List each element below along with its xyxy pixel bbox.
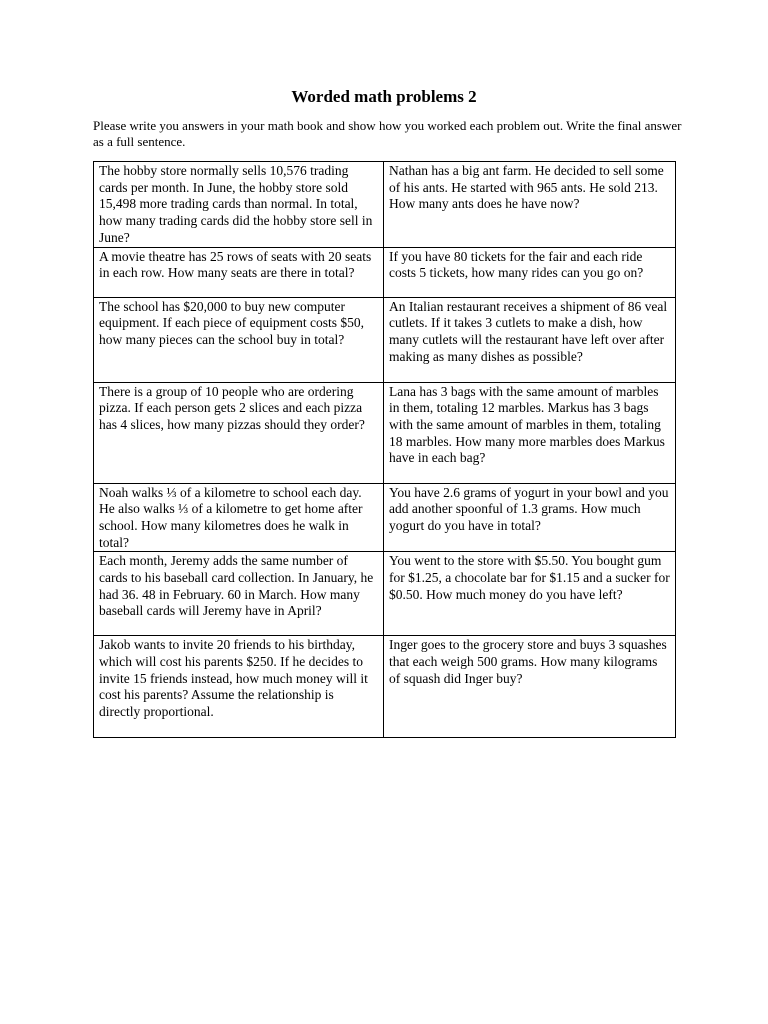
problem-cell: You went to the store with $5.50. You bought gum for $1.25, a chocolate bar for $1.15 and a sucker for $0.50. How much money do you have left? (384, 552, 676, 636)
table-row (94, 162, 676, 248)
page-title: Worded math problems 2 (291, 87, 477, 106)
problem-cell: Each month, Jeremy adds the same number of cards to his baseball card collection. In January, he had 36. 48 in February. 60 in March. How many baseball cards will Jeremy have in April? (94, 552, 384, 636)
problem-cell: An Italian restaurant receives a shipment of 86 veal cutlets. If it takes 3 cutlets to make a dish, how many cutlets will the restaurant have left over after making as many dishes as possible? (384, 297, 676, 382)
table-row (94, 483, 676, 552)
table-row (94, 382, 676, 483)
table-row (94, 552, 676, 636)
problem-cell: Lana has 3 bags with the same amount of marbles in them, totaling 12 marbles. Markus has 3 bags with the same amount of marbles in them, totaling 18 marbles. How many more marbles does Markus have in each bag? (384, 382, 676, 483)
problem-cell: You have 2.6 grams of yogurt in your bowl and you add another spoonful of 1.3 grams. How much yogurt do you have in total? (384, 483, 676, 552)
problem-cell: Noah walks ⅓ of a kilometre to school each day. He also walks ⅓ of a kilometre to get home after school. How many kilometres does he walk in total? (94, 483, 384, 552)
problem-cell: Nathan has a big ant farm. He decided to sell some of his ants. He started with 965 ants. He sold 213. How many ants does he have now? (384, 162, 676, 248)
table-row (94, 636, 676, 738)
instructions-text: Please write you answers in your math book and show how you worked each problem out. Write the final answer as a full sentence. (93, 118, 682, 149)
table-row (94, 297, 676, 382)
problem-cell: Inger goes to the grocery store and buys 3 squashes that each weigh 500 grams. How many kilograms of squash did Inger buy? (384, 636, 676, 738)
problem-cell: A movie theatre has 25 rows of seats with 20 seats in each row. How many seats are there in total? (94, 247, 384, 297)
problem-cell: There is a group of 10 people who are ordering pizza. If each person gets 2 slices and each pizza has 4 slices, how many pizzas should they order? (94, 382, 384, 483)
problems-table (93, 161, 676, 738)
table-row (94, 247, 676, 297)
problem-cell: Jakob wants to invite 20 friends to his birthday, which will cost his parents $250. If he decides to invite 15 friends instead, how much money will it cost his parents? Assume the relationship is directly proportional. (94, 636, 384, 738)
problem-cell: The school has $20,000 to buy new computer equipment. If each piece of equipment costs $50, how many pieces can the school buy in total? (94, 297, 384, 382)
problem-cell: The hobby store normally sells 10,576 trading cards per month. In June, the hobby store sold 15,498 more trading cards than normal. In total, how many trading cards did the hobby store sell in June? (94, 162, 384, 248)
problem-cell: If you have 80 tickets for the fair and each ride costs 5 tickets, how many rides can you go on? (384, 247, 676, 297)
